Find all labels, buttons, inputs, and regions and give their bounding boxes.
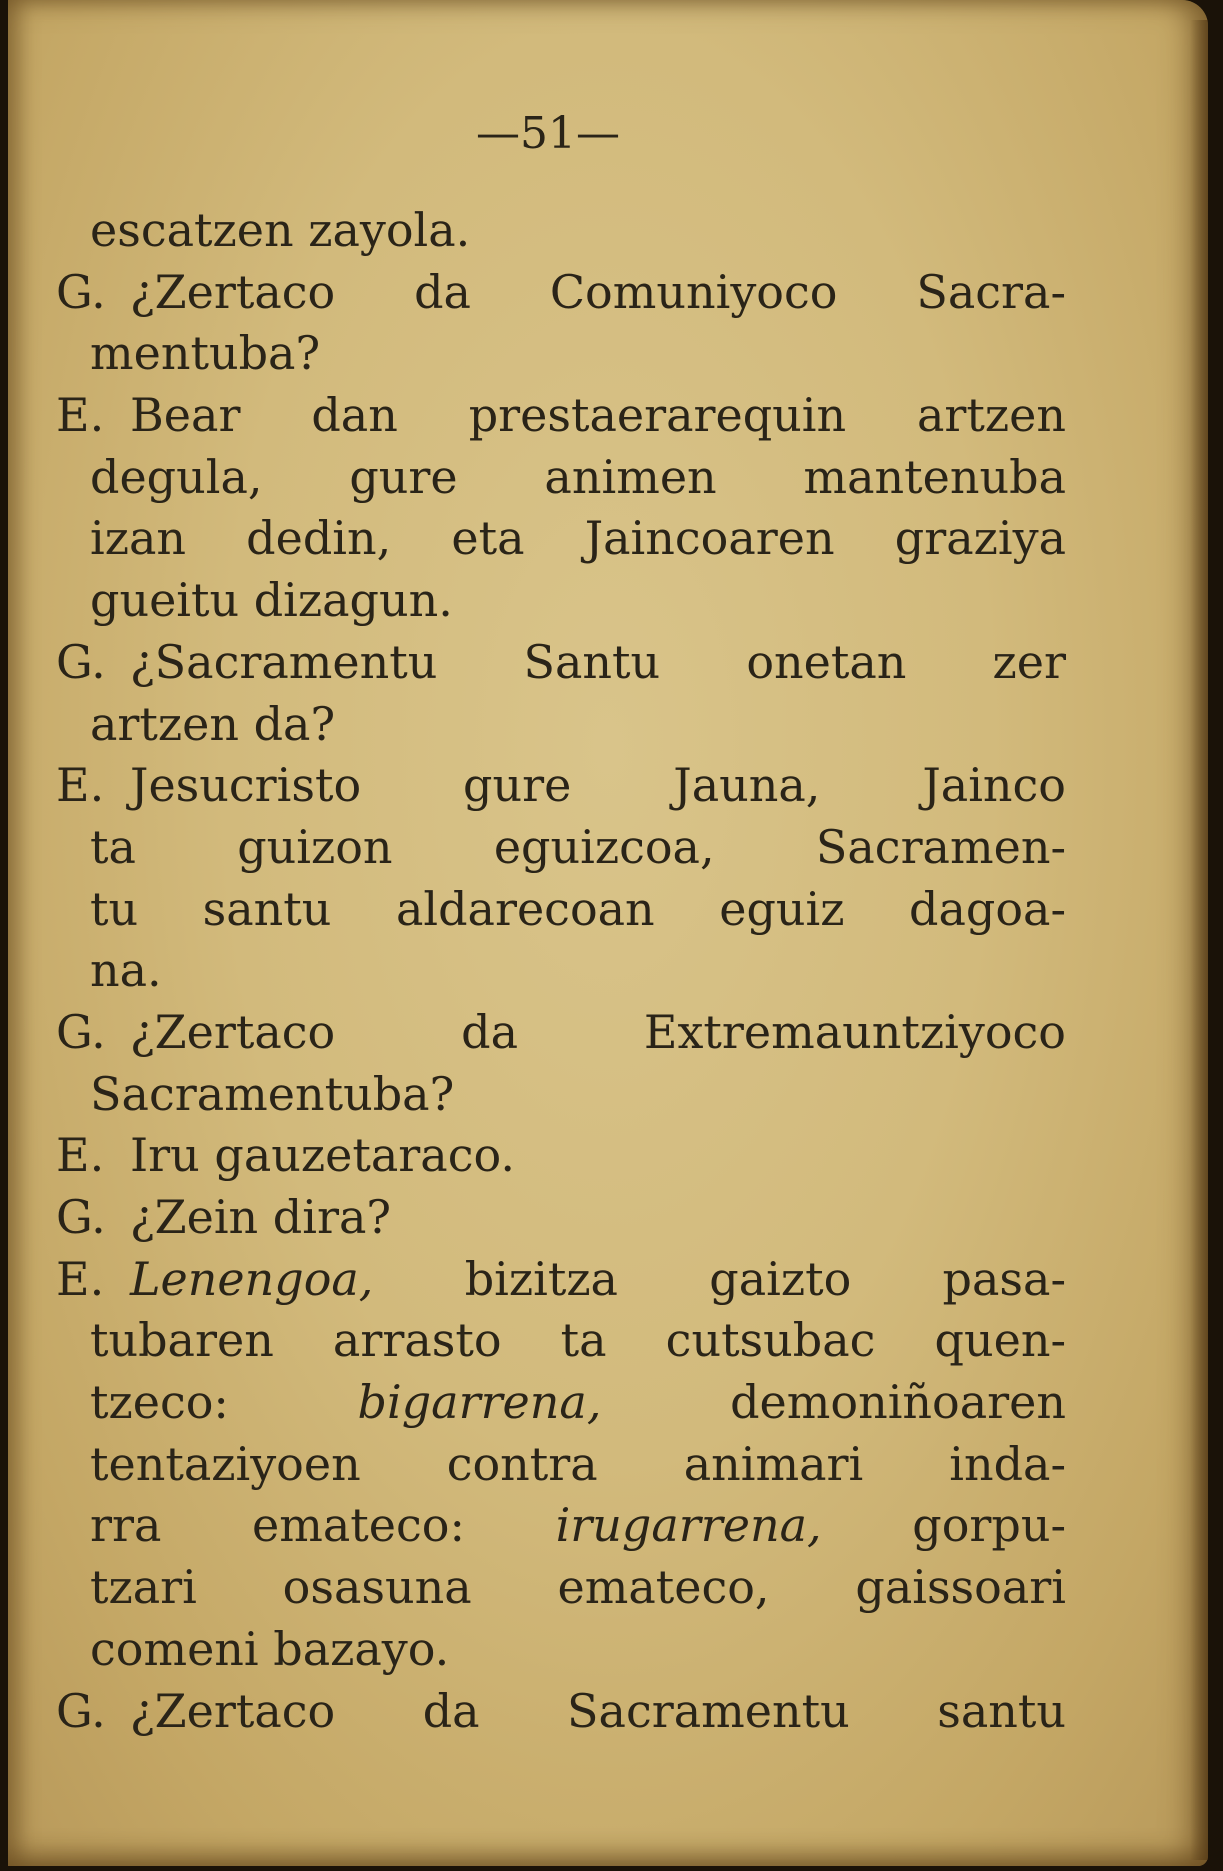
italic-term: bigarrena,	[357, 1375, 602, 1430]
text-line: E. Lenengoa, bizitza gaizto pasa-	[56, 1249, 1066, 1311]
speaker-label: E.	[56, 758, 105, 813]
speaker-label: G.	[56, 264, 106, 319]
text-line: tu santu aldarecoan eguiz dagoa-	[90, 881, 1066, 936]
text-line: E. Jesucristo gure Jauna, Jainco	[56, 755, 1066, 817]
text-line: escatzen zayola.	[90, 203, 471, 257]
speaker-label: G.	[56, 1004, 106, 1059]
page-number: —51—	[476, 108, 620, 159]
text-line: gueitu dizagun.	[90, 573, 453, 628]
speaker-label: E.	[56, 1128, 105, 1183]
catechism-text	[56, 200, 1066, 1742]
text-line: G. ¿Sacramentu Santu onetan zer	[56, 632, 1066, 694]
speaker-label: G.	[56, 1190, 106, 1244]
text-line: na.	[90, 943, 162, 998]
text-line: tzari osasuna emateco, gaissoari	[90, 1560, 1066, 1615]
italic-term: irugarrena,	[555, 1498, 822, 1553]
text-line: ta guizon eguizcoa, Sacramen-	[90, 819, 1066, 874]
text-line: artzen da?	[90, 696, 336, 751]
book-page	[8, 0, 1208, 1866]
text-line: rra emateco: irugarrena, gorpu-	[90, 1498, 1066, 1553]
text-line: tzeco: bigarrena, demoniñoaren	[90, 1375, 1066, 1430]
text-line: G. ¿Zertaco da Sacramentu santu	[56, 1681, 1066, 1743]
text-line: E. Bear dan prestaerarequin artzen	[56, 385, 1066, 447]
text-line: comeni bazayo.	[90, 1621, 450, 1676]
text-line: tentaziyoen contra animari inda-	[90, 1436, 1066, 1491]
speaker-label: G.	[56, 1683, 106, 1738]
speaker-label: E.	[56, 1251, 105, 1306]
text-line: degula, gure animen mantenuba	[90, 449, 1066, 504]
page-edge-shadow	[1190, 20, 1208, 1860]
text-line: izan dedin, eta Jaincoaren graziya	[90, 511, 1066, 566]
text-line: G. ¿Zein dira?	[56, 1187, 1066, 1249]
speaker-label: G.	[56, 634, 106, 689]
text-line: E. Iru gauzetaraco.	[56, 1125, 1066, 1187]
speaker-label: E.	[56, 388, 105, 443]
text-line: G. ¿Zertaco da Extremauntziyoco	[56, 1002, 1066, 1064]
italic-term: Lenengoa,	[130, 1251, 374, 1306]
text-line: mentuba?	[90, 326, 321, 381]
text-line: Sacramentuba?	[90, 1066, 455, 1121]
text-line: G. ¿Zertaco da Comuniyoco Sacra-	[56, 262, 1066, 324]
text-line: tubaren arrasto ta cutsubac quen-	[90, 1313, 1066, 1368]
